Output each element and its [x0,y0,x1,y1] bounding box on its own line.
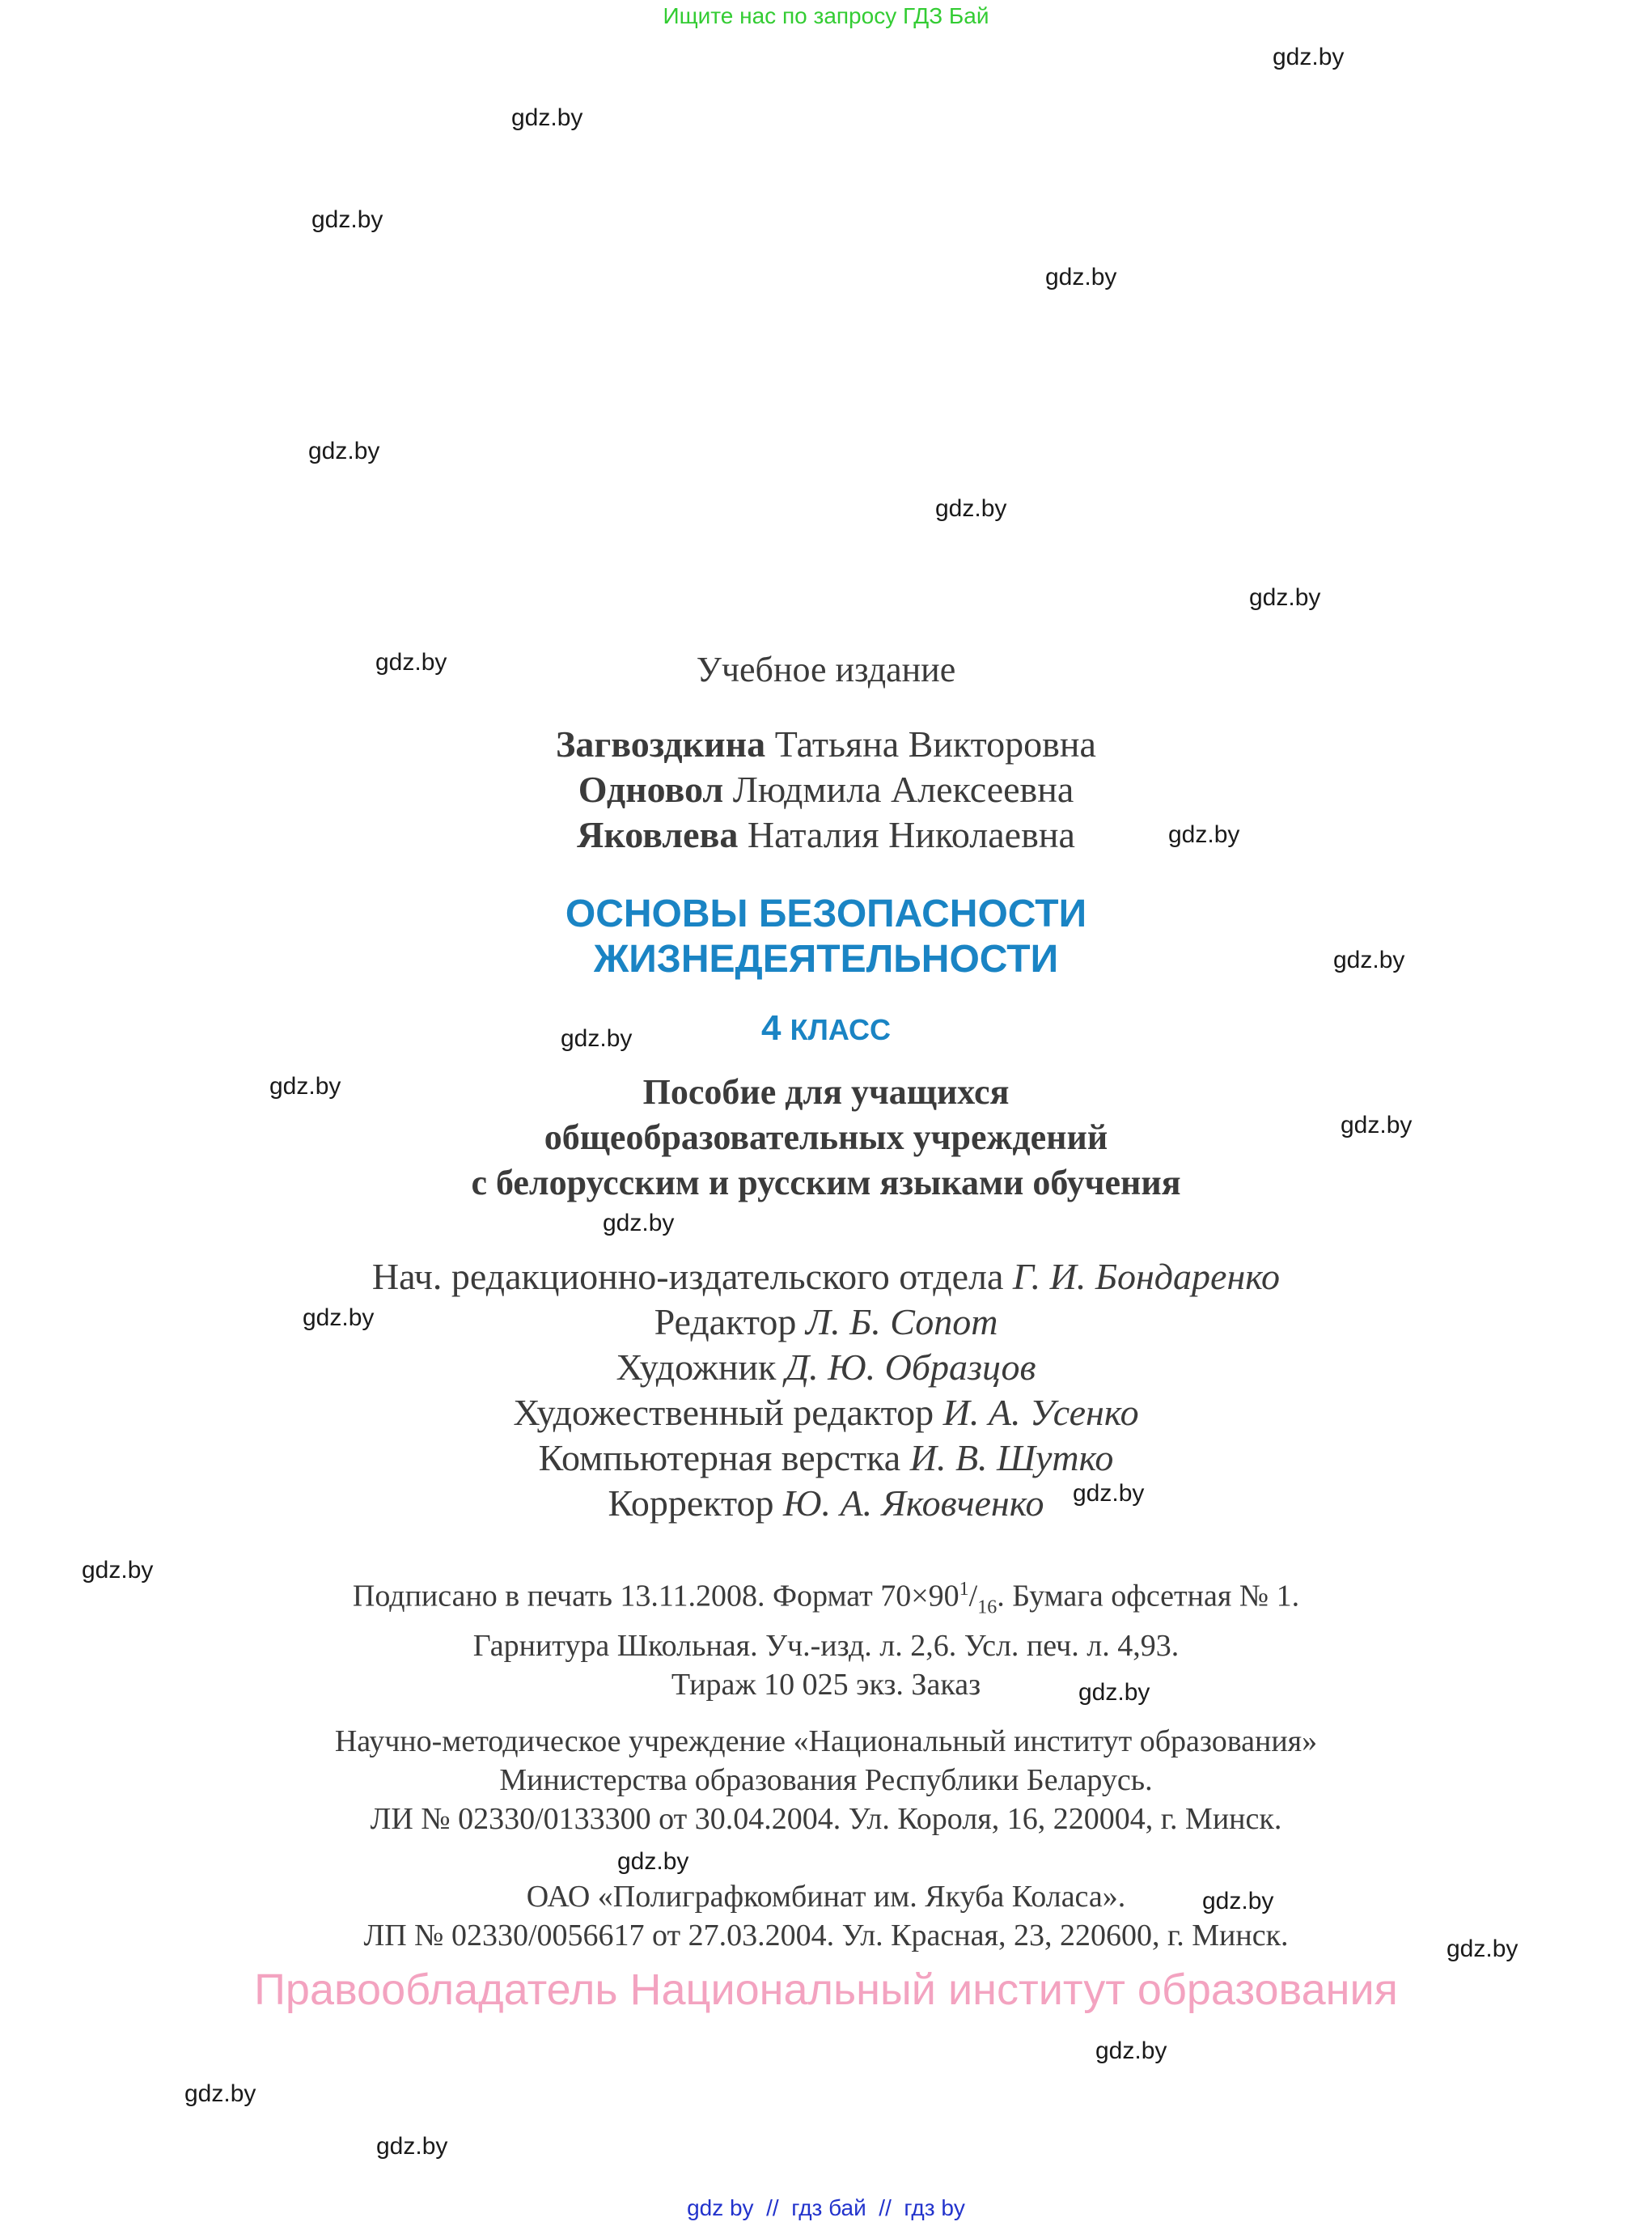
watermark: gdz.by [1073,1480,1145,1507]
paper-text: . Бумага офсетная № 1. [997,1579,1300,1613]
edition-type: Учебное издание [696,650,956,689]
staff-credits [0,1254,1652,1526]
purpose-line: общеобразовательных учреждений [544,1117,1108,1157]
grade-word: КЛАСС [790,1013,891,1046]
printer-line: ОАО «Полиграфкомбинат им. Якуба Коласа». [526,1880,1126,1914]
publisher-info [0,1722,1652,1838]
staff-line [0,1254,1652,1300]
title-line: ОСНОВЫ БЕЗОПАСНОСТИ [565,893,1087,935]
staff-role: Нач. редакционно-издательского отдела [371,1256,1004,1297]
staff-person: И. В. Шутко [909,1437,1114,1478]
watermark: gdz.by [935,495,1007,522]
staff-role: Художественный редактор [513,1392,934,1433]
watermark: gdz.by [1333,947,1405,973]
watermark: gdz.by [376,2133,448,2160]
author-line [0,812,1652,858]
watermark: gdz.by [1341,1112,1413,1138]
purpose [0,1070,1652,1206]
watermark: gdz.by [269,1073,341,1100]
watermark: gdz.by [1249,584,1321,611]
watermark: gdz.by [303,1304,375,1331]
staff-person: И. А. Усенко [942,1392,1139,1433]
watermark: gdz.by [308,438,380,464]
watermark: gdz.by [311,206,383,233]
top-search-note: Ищите нас по запросу ГДЗ Бай [663,3,989,28]
staff-role: Художник [616,1346,777,1388]
staff-person: Г. И. Бондаренко [1012,1256,1281,1297]
watermark: gdz.by [1202,1888,1274,1914]
purpose-line: Пособие для учащихся [642,1072,1010,1112]
grade-number: 4 [761,1008,782,1048]
print-info [0,1570,1652,1704]
format-fraction-slash: / [968,1579,978,1613]
printer-line: ЛП № 02330/0056617 от 27.03.2004. Ул. Красная, 23, 220600, г. Минск. [363,1919,1289,1953]
publisher-line: Научно-методическое учреждение «Национальный институт образования» [334,1724,1318,1758]
print-info-line [0,1570,1652,1626]
watermark: gdz.by [617,1848,689,1875]
print-info-line: Тираж 10 025 экз. Заказ [671,1668,981,1702]
author-surname: Одновол [578,769,724,810]
watermark: gdz.by [1273,44,1345,70]
staff-line [0,1300,1652,1345]
staff-role: Компьютерная верстка [538,1437,901,1478]
staff-line [0,1345,1652,1390]
staff-person: Д. Ю. Образцов [785,1346,1036,1388]
staff-line [0,1435,1652,1481]
format-fraction-den: 16 [977,1596,998,1618]
book-title [0,892,1652,982]
purpose-line: с белорусским и русским языками обучения [471,1163,1181,1202]
watermark: gdz.by [82,1557,154,1584]
watermark: gdz.by [184,2080,256,2107]
author-surname: Яковлева [577,814,739,855]
footer-links[interactable]: gdz by // гдз бай // гдз by [687,2195,965,2220]
watermark: gdz.by [1095,2037,1167,2064]
print-format-text: Подписано в печать 13.11.2008. Формат 70×90 [352,1579,959,1613]
title-line: ЖИЗНЕДЕЯТЕЛЬНОСТИ [593,938,1059,981]
staff-line [0,1481,1652,1526]
print-info-line: Гарнитура Школьная. Уч.-изд. л. 2,6. Усл. печ. л. 4,93. [472,1629,1180,1664]
watermark: gdz.by [1447,1936,1519,1962]
watermark: gdz.by [1078,1679,1150,1706]
watermark: gdz.by [1168,821,1240,848]
staff-person: Л. Б. Сопот [805,1301,998,1342]
watermark: gdz.by [375,649,447,676]
author-name: Татьяна Викторовна [774,723,1096,765]
watermark: gdz.by [561,1025,633,1052]
format-fraction-num: 1 [959,1579,969,1600]
author-line [0,767,1652,812]
watermark: gdz.by [511,104,583,131]
publisher-line: Министерства образования Республики Беларусь. [499,1763,1153,1797]
watermark: gdz.by [1045,264,1117,290]
authors [0,722,1652,858]
staff-line [0,1390,1652,1435]
staff-role: Корректор [608,1482,774,1524]
author-line [0,722,1652,767]
staff-role: Редактор [654,1301,797,1342]
printer-info [0,1877,1652,1955]
rights-holder: Правообладатель Национальный институт образования [254,1965,1398,2014]
author-surname: Загвоздкина [556,723,766,765]
author-name: Наталия Николаевна [747,814,1075,855]
grade [0,1008,1652,1049]
publisher-line: ЛИ № 02330/0133300 от 30.04.2004. Ул. Короля, 16, 220004, г. Минск. [370,1802,1282,1836]
author-name: Людмила Алексеевна [732,769,1074,810]
staff-person: Ю. А. Яковченко [783,1482,1044,1524]
watermark: gdz.by [603,1210,675,1236]
